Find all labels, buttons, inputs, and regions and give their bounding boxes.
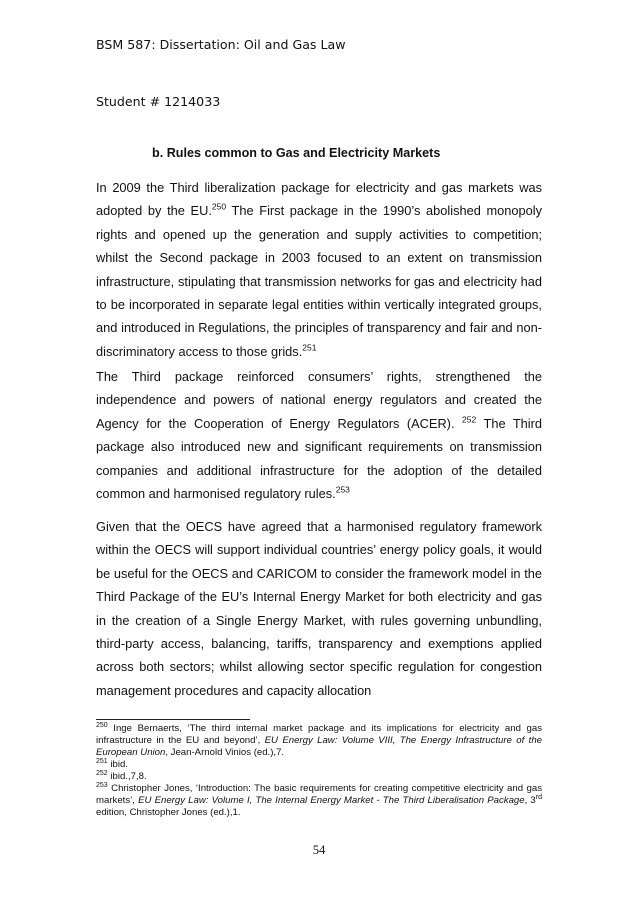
paragraph-3-text: Given that the OECS have agreed that a harmonised regulatory framework within the OECS will support individual countries’ energy policy goals, it would be useful for the OECS and CARICOM to consider the framework model in the Third Package of the EU’s Internal Energy Market for both electricity and gas in the creation of a Single Energy Market, with rules governing unbundling, third-party access, balancing, tariffs, transparency and exemptions applied across both sectors; whilst allowing sector specific regulation for congestion management procedures and capacity allocation <box>96 519 542 698</box>
footnote-citation-title: EU Energy Law: Volume I, The Internal Energy Market - The Third Liberalisation Package <box>138 795 525 806</box>
paragraph-1-text-a: In 2009 the Third liberalization package for electricity and gas markets was adopted by the EU. <box>96 180 542 219</box>
footnote-number: 252 <box>96 769 108 777</box>
footnote-text: , Jean-Arnold Vinios (ed.),7. <box>165 747 285 758</box>
footnote-250 <box>96 723 542 759</box>
running-header-title: BSM 587: Dissertation: Oil and Gas Law <box>96 37 346 52</box>
student-number: Student # 1214033 <box>96 94 221 109</box>
page-number: 54 <box>312 843 326 857</box>
footnote-text: Christopher Jones, ‘Introduction: The basic requirements for creating competitive electricity and gas markets’, <box>96 783 542 806</box>
footnote-number: 253 <box>96 781 108 789</box>
footnotes <box>96 723 542 819</box>
footnote-separator <box>96 719 250 720</box>
footnote-text: ibid.,7,8. <box>107 771 147 782</box>
footnote-text: Inge Bernaerts, ‘The third internal market package and its implications for electricity and gas infrastructure in the EU and beyond’, <box>96 723 542 746</box>
paragraph-1 <box>96 176 542 363</box>
footnote-text: edition, Christopher Jones (ed.),1. <box>96 807 241 818</box>
paragraph-2-text-a: The Third package reinforced consumers’ rights, strengthened the independence and powers of national energy regulators and created the Agency for the Cooperation of Energy Regulators (ACER). <box>96 369 542 431</box>
footnote-text: , 3 <box>524 795 536 806</box>
paragraph-1-text-b: The First package in the 1990’s abolished monopoly rights and opened up the generation and supply activities to competition; whilst the Second package in 2003 focused to an extent on transmission infrastructure, stipulating that transmission networks for gas and electricity had to be incorporated in separate legal entities within vertically integrated groups, and introduced in Regulations, the principles of transparency and fair and non-discriminatory access to those grids. <box>96 203 543 359</box>
footnote-number: 251 <box>96 757 108 765</box>
footnote-number: 250 <box>96 721 108 729</box>
footnote-ref-253: 253 <box>335 484 350 495</box>
footnote-253 <box>96 783 542 819</box>
footnote-citation-title: EU Energy Law: Volume VIII, The Energy Infrastructure of the European Union <box>96 735 543 758</box>
footnote-ref-250: 250 <box>211 202 227 213</box>
section-heading: b. Rules common to Gas and Electricity Markets <box>152 146 441 160</box>
footnote-text: ibid. <box>107 759 128 770</box>
footnote-252 <box>96 771 542 783</box>
paragraph-2 <box>96 365 542 505</box>
paragraph-2-text-b: The Third package also introduced new and significant requirements on transmission companies and additional infrastructure for the adoption of the detailed common and harmonised regulatory rules. <box>96 415 543 502</box>
paragraph-3 <box>96 515 542 702</box>
footnote-ref-251: 251 <box>302 342 317 353</box>
footnote-251 <box>96 759 542 771</box>
footnote-ref-252: 252 <box>462 414 477 425</box>
ordinal-suffix: rd <box>535 793 542 801</box>
